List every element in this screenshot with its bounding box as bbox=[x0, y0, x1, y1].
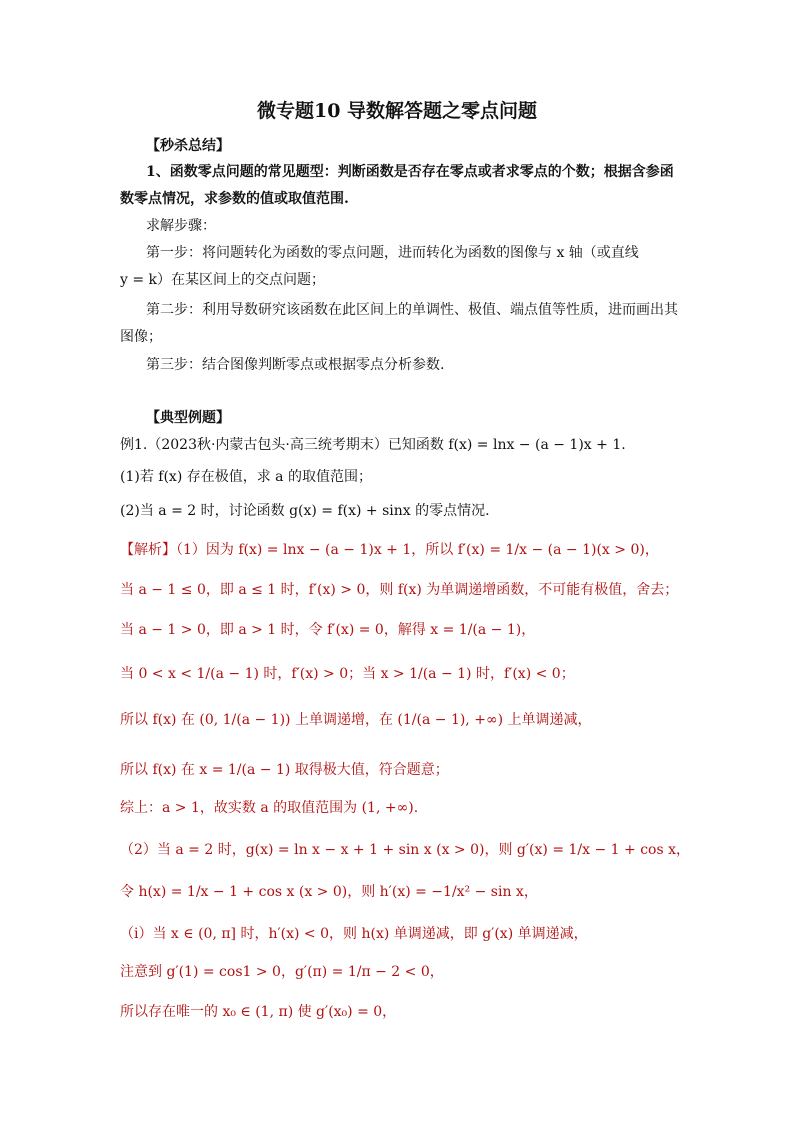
solution-line-4: 当 0 < x < 1/(a − 1) 时，f′(x) > 0；当 x > 1/(a − 1) 时，f′(x) < 0； bbox=[120, 666, 575, 682]
example-1-question-1: (1)若 f(x) 存在极值，求 a 的取值范围； bbox=[120, 469, 372, 485]
step-1-line-a: 第一步：将问题转化为函数的零点问题，进而转化为函数的图像与 x 轴（或直线 bbox=[146, 245, 639, 261]
solution-line-5: 所以 f(x) 在 (0, 1/(a − 1)) 上单调递增，在 (1/(a − 1), +∞) 上单调递减， bbox=[120, 712, 592, 728]
step-2-line-b: 图像； bbox=[120, 329, 162, 345]
solution-line-10: （i）当 x ∈ (0, π] 时，h′(x) < 0，则 h(x) 单调递减，即 g′(x) 单调递减， bbox=[120, 926, 588, 942]
summary-point-1-line-b: 数零点情况，求参数的值或取值范围. bbox=[120, 191, 349, 207]
solution-line-2: 当 a − 1 ≤ 0，即 a ≤ 1 时，f′(x) > 0，则 f(x) 为单调递增函数，不可能有极值，舍去； bbox=[120, 582, 679, 598]
examples-header: 【典型例题】 bbox=[146, 410, 230, 426]
page-title: 微专题10 导数解答题之零点问题 bbox=[256, 100, 538, 122]
solution-line-6: 所以 f(x) 在 x = 1/(a − 1) 取得极大值，符合题意； bbox=[120, 762, 449, 778]
steps-label: 求解步骤： bbox=[146, 218, 216, 234]
summary-point-1-line-a: 1、函数零点问题的常见题型：判断函数是否存在零点或者求零点的个数；根据含参函 bbox=[146, 164, 674, 180]
example-1-question-2: (2)当 a = 2 时，讨论函数 g(x) = f(x) + sinx 的零点情况. bbox=[120, 503, 490, 519]
solution-line-8: （2）当 a = 2 时，g(x) = ln x − x + 1 + sin x (x > 0)，则 g′(x) = 1/x − 1 + cos x， bbox=[120, 842, 691, 858]
step-2-line-a: 第二步：利用导数研究该函数在此区间上的单调性、极值、端点值等性质，进而画出其 bbox=[146, 302, 678, 318]
step-3: 第三步：结合图像判断零点或根据零点分析参数. bbox=[146, 357, 445, 373]
step-1-line-b: y = k）在某区间上的交点问题； bbox=[120, 272, 326, 288]
solution-line-3: 当 a − 1 > 0，即 a > 1 时，令 f′(x) = 0，解得 x = 1/(a − 1)， bbox=[120, 622, 536, 638]
solution-line-7: 综上：a > 1，故实数 a 的取值范围为 (1, +∞). bbox=[120, 800, 419, 816]
solution-line-9: 令 h(x) = 1/x − 1 + cos x (x > 0)，则 h′(x) = −1/x² − sin x， bbox=[120, 884, 538, 900]
summary-header: 【秒杀总结】 bbox=[146, 138, 230, 154]
solution-line-1: 【解析】（1）因为 f(x) = lnx − (a − 1)x + 1，所以 f′(x) = 1/x − (a − 1)(x > 0)， bbox=[120, 542, 659, 558]
solution-line-11: 注意到 g′(1) = cos1 > 0，g′(π) = 1/π − 2 < 0， bbox=[120, 964, 444, 980]
example-1-statement: 例1.（2023秋·内蒙古包头·高三统考期末）已知函数 f(x) = lnx − (a − 1)x + 1. bbox=[120, 437, 626, 453]
solution-line-12: 所以存在唯一的 x₀ ∈ (1, π) 使 g′(x₀) = 0， bbox=[120, 1004, 397, 1020]
